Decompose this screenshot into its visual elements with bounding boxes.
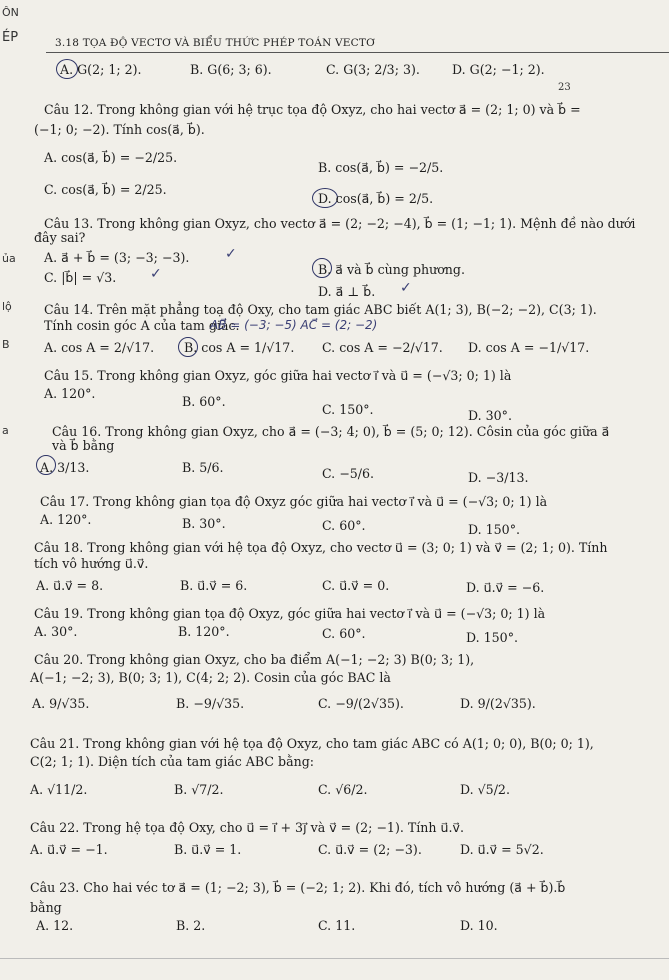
q11-option-d: D. G(2; −1; 2). (452, 62, 545, 77)
q15-option-c: C. 150°. (322, 402, 374, 417)
q14-stem-line2: Tính cosin góc A của tam giác. (44, 318, 240, 333)
q17-option-a: A. 120°. (40, 512, 92, 527)
q21-stem-line2: C(2; 1; 1). Diện tích của tam giác ABC bằng: (30, 754, 314, 769)
page-bottom-edge (0, 958, 669, 959)
q18-stem-line2: tích vô hướng u⃗.v⃗. (34, 556, 149, 571)
q23-option-b: B. 2. (176, 918, 206, 933)
q19-stem-line1: Câu 19. Trong không gian tọa độ Oxyz, góc giữa hai vectơ i⃗ và u⃗ = (−√3; 0; 1) là (34, 606, 546, 621)
q14-option-c: C. cos A = −2/√17. (322, 340, 443, 355)
q23-option-a: A. 12. (36, 918, 74, 933)
q12-option-c: C. cos(a⃗, b⃗) = 2/25. (44, 182, 167, 197)
q20-option-c: C. −9/(2√35). (318, 696, 404, 711)
q20-option-d: D. 9/(2√35). (460, 696, 536, 711)
margin-fragment-ep: ÉP (2, 30, 19, 45)
section-title: 3.18 TỌA ĐỘ VECTƠ VÀ BIỂU THỨC PHÉP TOÁN VECTƠ (55, 37, 375, 49)
q13-stem-line1: Câu 13. Trong không gian Oxyz, cho vectơ a⃗ = (2; −2; −4), b⃗ = (1; −1; 1). Mệnh đề nào dưới (44, 216, 636, 231)
q14-option-b: B. cos A = 1/√17. (184, 340, 295, 355)
q21-option-d: D. √5/2. (460, 782, 510, 797)
q23-stem-line2: bằng (30, 900, 62, 915)
q19-option-c: C. 60°. (322, 626, 366, 641)
q18-option-c: C. u⃗.v⃗ = 0. (322, 578, 390, 593)
q16-option-d: D. −3/13. (468, 470, 529, 485)
q14-option-a: A. cos A = 2/√17. (44, 340, 155, 355)
q22-option-a: A. u⃗.v⃗ = −1. (30, 842, 108, 857)
q18-option-d: D. u⃗.v⃗ = −6. (466, 580, 545, 595)
q21-stem-line1: Câu 21. Trong không gian với hệ tọa độ Oxyz, cho tam giác ABC có A(1; 0; 0), B(0; 0; 1), (30, 736, 594, 751)
q18-option-a: A. u⃗.v⃗ = 8. (36, 578, 104, 593)
handwritten-note: AB⃗ = (−3; −5) AC⃗ = (2; −2) (210, 318, 378, 332)
q15-option-d: D. 30°. (468, 408, 512, 423)
q17-option-d: D. 150°. (468, 522, 520, 537)
q12-stem-line1: Câu 12. Trong không gian với hệ trục tọa độ Oxyz, cho hai vectơ a⃗ = (2; 1; 0) và b⃗ = (44, 102, 581, 117)
q23-option-c: C. 11. (318, 918, 356, 933)
q21-option-c: C. √6/2. (318, 782, 368, 797)
q20-stem-line2: A(−1; −2; 3), B(0; 3; 1), C(4; 2; 2). Cosin của góc BAC là (30, 670, 391, 685)
margin-fragment-b: B (2, 338, 10, 351)
q20-stem-line1: Câu 20. Trong không gian Oxyz, cho ba điểm A(−1; −2; 3) B(0; 3; 1), (34, 652, 475, 667)
q11-option-b: B. G(6; 3; 6). (190, 62, 272, 77)
q16-option-b: B. 5/6. (182, 460, 224, 475)
q16-stem-line2: và b⃗ bằng (52, 438, 115, 453)
q22-option-d: D. u⃗.v⃗ = 5√2. (460, 842, 544, 857)
q18-stem-line1: Câu 18. Trong không gian với hệ tọa độ Oxyz, cho vectơ u⃗ = (3; 0; 1) và v⃗ = (2; 1; 0). Tính (34, 540, 608, 555)
q18-option-b: B. u⃗.v⃗ = 6. (180, 578, 248, 593)
q13-stem-line2: đây sai? (34, 230, 86, 245)
check-mark-icon: ✓ (400, 280, 412, 296)
q13-option-d: D. a⃗ ⊥ b⃗. (318, 284, 376, 299)
q13-option-c: C. |b⃗| = √3. (44, 270, 117, 285)
q14-option-d: D. cos A = −1/√17. (468, 340, 590, 355)
q16-stem-line1: Câu 16. Trong không gian Oxyz, cho a⃗ = (−3; 4; 0), b⃗ = (5; 0; 12). Côsin của góc giữa a⃗ (52, 424, 610, 439)
q13-option-b: B. a⃗ và b⃗ cùng phương. (318, 262, 465, 277)
q19-option-b: B. 120°. (178, 624, 230, 639)
page-number: 23 (558, 82, 571, 93)
check-mark-icon: ✓ (225, 246, 237, 262)
q15-option-a: A. 120°. (44, 386, 96, 401)
q19-option-a: A. 30°. (34, 624, 78, 639)
q17-option-b: B. 30°. (182, 516, 226, 531)
q22-stem-line1: Câu 22. Trong hệ tọa độ Oxy, cho u⃗ = i⃗ + 3j⃗ và v⃗ = (2; −1). Tính u⃗.v⃗. (30, 820, 464, 835)
q12-option-a: A. cos(a⃗, b⃗) = −2/25. (44, 150, 178, 165)
q19-option-d: D. 150°. (466, 630, 518, 645)
q15-stem-line1: Câu 15. Trong không gian Oxyz, góc giữa hai vectơ i⃗ và u⃗ = (−√3; 0; 1) là (44, 368, 512, 383)
check-mark-icon: ✓ (150, 266, 162, 282)
margin-fragment-a: a (2, 424, 9, 437)
q20-option-b: B. −9/√35. (176, 696, 245, 711)
margin-fragment-on: ÔN (2, 6, 19, 19)
q11-option-c: C. G(3; 2/3; 3). (326, 62, 420, 77)
q17-option-c: C. 60°. (322, 518, 366, 533)
q23-stem-line1: Câu 23. Cho hai véc tơ a⃗ = (1; −2; 3), b⃗ = (−2; 1; 2). Khi đó, tích vô hướng (a⃗ + b⃗).b⃗ (30, 880, 566, 895)
q16-option-c: C. −5/6. (322, 466, 375, 481)
q17-stem-line1: Câu 17. Trong không gian tọa độ Oxyz góc giữa hai vectơ i⃗ và u⃗ = (−√3; 0; 1) là (40, 494, 548, 509)
q21-option-b: B. √7/2. (174, 782, 224, 797)
q13-option-a: A. a⃗ + b⃗ = (3; −3; −3). (44, 250, 190, 265)
q22-option-b: B. u⃗.v⃗ = 1. (174, 842, 242, 857)
q14-stem-line1: Câu 14. Trên mặt phẳng toạ độ Oxy, cho tam giác ABC biết A(1; 3), B(−2; −2), C(3; 1). (44, 302, 597, 317)
q12-option-d: D. cos(a⃗, b⃗) = 2/5. (318, 191, 434, 206)
header-rule (46, 52, 669, 53)
q22-option-c: C. u⃗.v⃗ = (2; −3). (318, 842, 422, 857)
q21-option-a: A. √11/2. (30, 782, 88, 797)
margin-fragment-ia: ủa (2, 252, 16, 265)
q20-option-a: A. 9/√35. (32, 696, 90, 711)
q12-option-b: B. cos(a⃗, b⃗) = −2/5. (318, 160, 444, 175)
q11-option-a: A. G(2; 1; 2). (60, 62, 142, 77)
q23-option-d: D. 10. (460, 918, 498, 933)
q12-stem-line2: (−1; 0; −2). Tính cos(a⃗, b⃗). (34, 122, 205, 137)
q15-option-b: B. 60°. (182, 394, 226, 409)
margin-fragment-lo: lộ (2, 300, 12, 313)
q16-option-a: A. 3/13. (40, 460, 90, 475)
